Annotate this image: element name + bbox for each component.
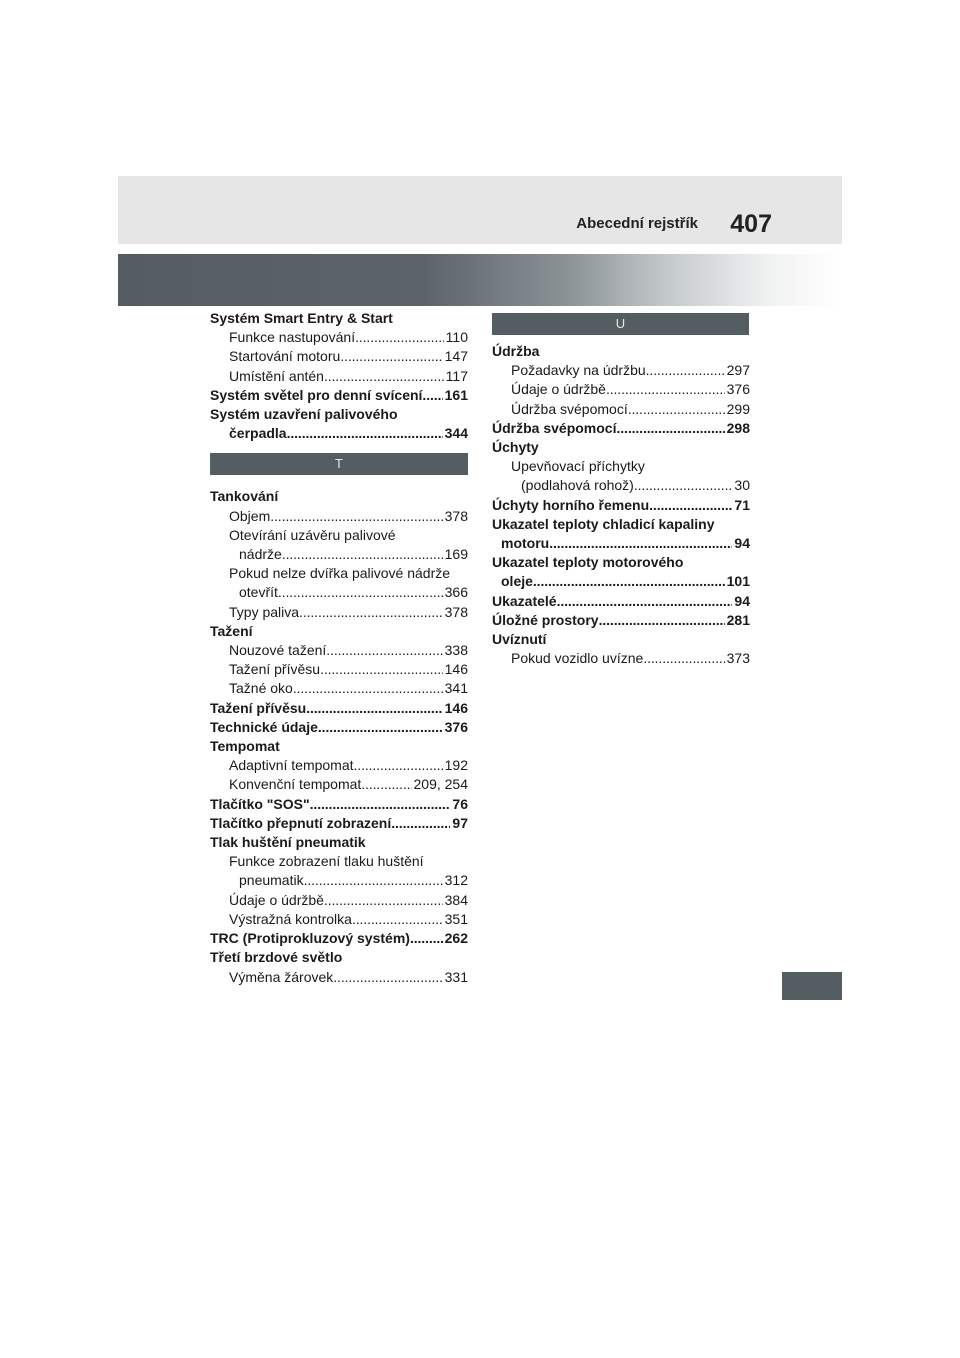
- thumb-index-tab: [782, 972, 842, 1000]
- index-entry: Ukazatel teploty chladicí kapaliny: [492, 515, 715, 532]
- index-entry: čerpadla . . . 344: [210, 424, 468, 443]
- index-entry: Tlačítko přepnutí zobrazení . . . 97: [210, 814, 468, 833]
- index-entry: Tlačítko "SOS" . . . 76: [210, 795, 468, 814]
- page-number: 407: [730, 210, 772, 238]
- header-gradient-band: [118, 254, 842, 306]
- index-entry: nádrže . . . 169: [210, 545, 468, 564]
- index-entry: Údržba svépomocí . . . 298: [492, 419, 750, 438]
- index-entry: Tažení přívěsu . . . 146: [210, 660, 468, 679]
- index-entry: Údaje o údržbě . . . 384: [210, 891, 468, 910]
- index-entry: Startování motoru . . . 147: [210, 347, 468, 366]
- index-entry: Systém uzavření palivového: [210, 406, 398, 423]
- index-entry: Nouzové tažení . . . 338: [210, 641, 468, 660]
- index-entry: Údržba: [492, 343, 540, 359]
- index-entry: Pokud nelze dvířka palivové nádrže: [229, 565, 451, 582]
- index-entry: Systém světel pro denní svícení . . . 161: [210, 386, 468, 405]
- index-entry: (podlahová rohož) . . . 30: [492, 476, 750, 495]
- section-letter-bar: T: [210, 453, 468, 475]
- index-entry: Výstražná kontrolka . . . 351: [210, 910, 468, 929]
- index-entry: Funkce zobrazení tlaku huštění: [229, 853, 424, 870]
- index-entry: Tempomat: [210, 738, 280, 755]
- section-letter-bar: U: [492, 313, 749, 335]
- index-entry: Tažení: [210, 622, 253, 639]
- index-entry: Objem . . . 378: [210, 507, 468, 526]
- index-entry: Údržba svépomocí . . . 299: [492, 400, 750, 419]
- index-column-right: [492, 316, 750, 668]
- index-entry: Ukazatelé . . . 94: [492, 592, 750, 611]
- index-entry: Pokud vozidlo uvízne . . . 373: [492, 649, 750, 668]
- index-entry: Systém Smart Entry & Start: [210, 310, 393, 326]
- index-entry: Výměna žárovek . . . 331: [210, 968, 468, 987]
- index-entry: Tankování: [210, 488, 279, 505]
- index-entry: Umístění antén . . . 117: [210, 367, 468, 386]
- index-entry: Tažení přívěsu . . . 146: [210, 699, 468, 718]
- index-entry: Funkce nastupování . . . 110: [210, 328, 468, 347]
- index-entry: pneumatik . . . 312: [210, 871, 468, 890]
- section-title: Abecední rejstřík: [576, 215, 698, 232]
- index-entry: Konvenční tempomat . . . 209, 254: [210, 775, 468, 794]
- index-entry: Adaptivní tempomat . . . 192: [210, 756, 468, 775]
- index-entry: otevřít . . . 366: [210, 583, 468, 602]
- index-entry: Uvíznutí: [492, 631, 547, 648]
- index-entry: Úchyty horního řemenu . . . 71: [492, 496, 750, 515]
- index-entry: Technické údaje . . . 376: [210, 718, 468, 737]
- index-entry: Typy paliva . . . 378: [210, 603, 468, 622]
- index-entry: Požadavky na údržbu . . . 297: [492, 361, 750, 380]
- index-entry: motoru . . . 94: [492, 534, 750, 553]
- index-entry: Údaje o údržbě . . . 376: [492, 380, 750, 399]
- index-column-left: [210, 309, 468, 987]
- index-entry: Ukazatel teploty motorového: [492, 554, 684, 571]
- index-entry: Upevňovací příchytky: [511, 458, 645, 475]
- index-entry: Tažné oko . . . 341: [210, 679, 468, 698]
- index-entry: Tlak huštění pneumatik: [210, 834, 366, 851]
- index-entry: TRC (Protiprokluzový systém) . . . 262: [210, 929, 468, 948]
- index-entry: Otevírání uzávěru palivové: [229, 526, 396, 543]
- index-entry: oleje . . . 101: [492, 572, 750, 591]
- index-entry: Úchyty: [492, 439, 539, 456]
- index-entry: Úložné prostory . . . 281: [492, 611, 750, 630]
- index-entry: Třetí brzdové světlo: [210, 949, 343, 966]
- page-header: [118, 176, 842, 244]
